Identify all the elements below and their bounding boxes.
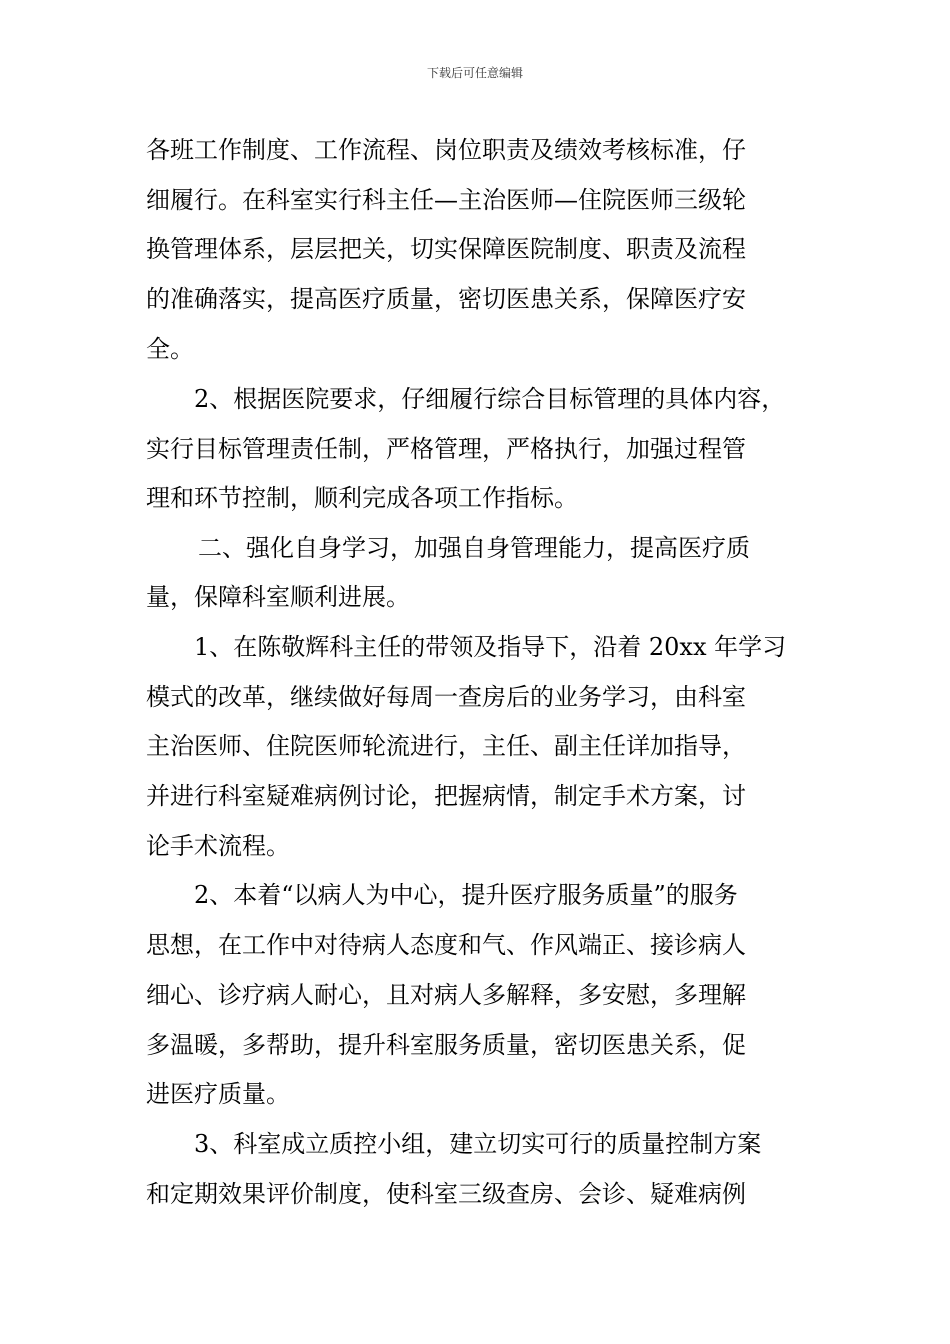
section-heading-cont: 量，保障科室顺利进展。 (146, 583, 410, 611)
body-line: 多温暖，多帮助，提升科室服务质量，密切医患关系，促 (146, 1031, 746, 1059)
body-line: 并进行科室疑难病例讨论，把握病情，制定手术方案，讨 (146, 782, 746, 810)
body-line: 全。 (146, 335, 194, 363)
body-line: 各班工作制度、工作流程、岗位职责及绩效考核标准，仔 (146, 136, 746, 164)
page-header-note: 下载后可任意编辑 (426, 66, 523, 80)
body-line: 思想，在工作中对待病人态度和气、作风端正、接诊病人 (146, 931, 746, 959)
body-line: 理和环节控制，顺利完成各项工作指标。 (146, 484, 578, 512)
body-line: 的准确落实，提高医疗质量，密切医患关系，保障医疗安 (146, 285, 746, 313)
body-line: 论手术流程。 (146, 832, 290, 860)
body-line: 模式的改革，继续做好每周一查房后的业务学习，由科室 (146, 683, 746, 711)
body-line: 主治医师、住院医师轮流进行，主任、副主任详加指导， (146, 732, 746, 760)
body-line: 2、根据医院要求，仔细履行综合目标管理的具体内容， (194, 385, 786, 413)
body-line: 2、本着“以病人为中心，提升医疗服务质量”的服务 (194, 881, 738, 909)
body-line: 细心、诊疗病人耐心，且对病人多解释，多安慰，多理解 (146, 981, 746, 1009)
body-line: 3、科室成立质控小组，建立切实可行的质量控制方案 (194, 1130, 762, 1158)
body-line: 和定期效果评价制度，使科室三级查房、会诊、疑难病例 (146, 1180, 746, 1208)
body-line: 换管理体系，层层把关，切实保障医院制度、职责及流程 (146, 235, 746, 263)
body-line: 1、在陈敬辉科主任的带领及指导下，沿着 20xx 年学习 (194, 633, 787, 661)
section-heading: 二、强化自身学习，加强自身管理能力，提高医疗质 (198, 534, 750, 562)
body-line: 实行目标管理责任制，严格管理，严格执行，加强过程管 (146, 435, 746, 463)
body-line: 进医疗质量。 (146, 1080, 290, 1108)
body-line: 细履行。在科室实行科主任—主治医师—住院医师三级轮 (146, 186, 746, 214)
